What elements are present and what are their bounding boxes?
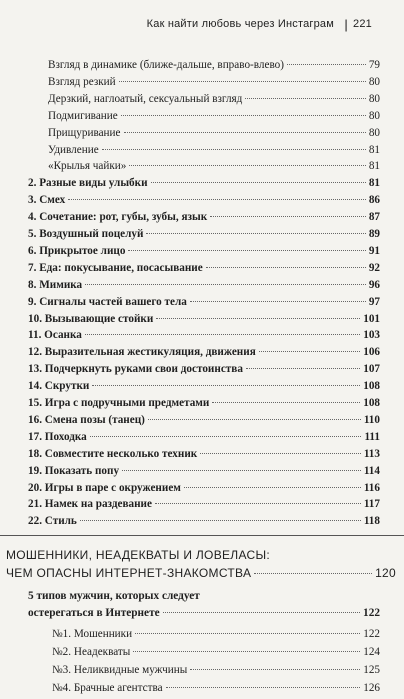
toc-row (0, 191, 404, 209)
toc-row (0, 90, 404, 108)
dot-leader (246, 368, 360, 369)
sub-item-page: 124 (363, 646, 380, 658)
dot-leader (146, 233, 365, 234)
toc-entry-page: 79 (368, 59, 380, 71)
toc-row (0, 428, 404, 446)
dot-leader (124, 132, 366, 133)
toc-entry-text: 2. Разные виды улыбки (28, 177, 148, 190)
toc-entry-page: 114 (363, 464, 380, 477)
dot-leader (163, 612, 360, 613)
dot-leader (102, 149, 366, 150)
toc-entry-page: 91 (368, 244, 380, 257)
toc-entry-page: 92 (368, 261, 380, 274)
dot-leader (119, 81, 366, 82)
dot-leader (85, 284, 366, 285)
toc-entry-page: 87 (368, 211, 380, 224)
section-divider (0, 534, 404, 536)
toc-row (0, 141, 404, 159)
toc-entry-text: 9. Сигналы частей вашего тела (28, 295, 187, 308)
toc-row (0, 107, 404, 125)
dot-leader (206, 267, 366, 268)
dot-leader (245, 98, 365, 99)
toc-entry-text: 11. Осанка (28, 329, 82, 342)
toc-row (0, 124, 404, 142)
toc-entry-page: 117 (363, 498, 380, 511)
toc-row (0, 360, 404, 378)
toc-entry-page: 96 (368, 278, 380, 291)
header-separator: | (344, 17, 348, 32)
toc-entry-page: 111 (364, 430, 380, 443)
sub-item-page: 125 (363, 664, 380, 676)
sub-item-row (0, 679, 404, 697)
toc-entry-text: Взгляд в динамике (ближе-дальше, вправо-влево) (48, 59, 284, 71)
toc-entry-text: 10. Вызывающие стойки (28, 312, 154, 325)
dot-leader (92, 385, 360, 386)
sub-item-page: 122 (363, 628, 380, 640)
toc-entry-page: 80 (368, 92, 380, 105)
sub-item-text: №2. Неадекваты (52, 646, 131, 658)
toc-row (0, 326, 404, 344)
toc-entry-page: 80 (368, 109, 380, 122)
toc-entry-page: 81 (368, 177, 380, 190)
toc-entry-text: Удивление (48, 143, 99, 156)
toc-entry-page: 81 (368, 160, 380, 173)
dot-leader (128, 250, 365, 251)
sub-item-row (0, 625, 404, 643)
block-page: 122 (363, 607, 380, 619)
dot-leader (80, 520, 361, 521)
dot-leader (135, 633, 360, 634)
toc-entry-text: 18. Совместите несколько техник (28, 447, 198, 460)
sub-item-page: 126 (363, 682, 380, 694)
toc-row (0, 394, 404, 412)
dot-leader (155, 503, 361, 504)
toc-row (0, 56, 404, 74)
toc-entry-text: 20. Игры в паре с окружением (28, 481, 181, 494)
toc-row (0, 208, 404, 226)
toc-entry-text: 8. Мимика (28, 278, 83, 291)
toc-entry-text: 6. Прикрытое лицо (28, 244, 126, 257)
toc-entry-page: 108 (363, 380, 380, 393)
toc-entry-page: 107 (363, 363, 380, 376)
toc-row (0, 242, 404, 260)
toc-entry-page: 116 (363, 481, 380, 494)
dot-leader (212, 402, 360, 403)
toc-row (0, 73, 404, 91)
toc-entry-page: 80 (368, 75, 380, 88)
toc-entry-page: 97 (368, 295, 380, 308)
block-title-line-1 (28, 590, 380, 602)
toc-entry-text: 15. Игра с подручными предметами (28, 397, 210, 409)
toc-row (0, 411, 404, 429)
toc-entry-text: Дерзкий, наглоатый, сексуальный взгляд (48, 92, 243, 105)
toc-entry-text: 4. Сочетание: рот, губы, зубы, язык (28, 211, 208, 224)
toc-entry-text: 17. Походка (28, 430, 87, 443)
sub-item-text: №3. Неликвидные мужчины (52, 664, 188, 676)
dot-leader (184, 487, 361, 488)
toc-entry-page: 101 (363, 312, 380, 325)
toc-entry-page: 81 (368, 143, 380, 156)
sub-item-row (0, 661, 404, 679)
dot-leader (148, 419, 361, 420)
sub-item-text: №1. Мошенники (52, 628, 133, 640)
toc-entry-text: 14. Скрутки (28, 380, 90, 393)
dot-leader (210, 216, 366, 217)
toc-row (0, 343, 404, 361)
sub-item-row (0, 643, 404, 661)
block-title-text-2: остерегаться в Интернете (28, 607, 160, 619)
toc-row (0, 259, 404, 277)
toc-entry-text: 21. Намек на раздевание (28, 498, 152, 511)
toc-entry-page: 108 (363, 397, 380, 409)
toc-row (0, 276, 404, 294)
toc-row (0, 225, 404, 243)
toc-entry-text: 3. Смех (28, 194, 66, 207)
toc-row (0, 293, 404, 311)
toc-row (0, 512, 404, 530)
toc-entry-text: 5. Воздушный поцелуй (28, 228, 144, 240)
dot-leader (156, 318, 360, 319)
section-page: 120 (375, 566, 396, 580)
running-header (0, 18, 404, 40)
toc-entry-page: 113 (363, 447, 380, 460)
dot-leader (133, 651, 360, 652)
toc-entry-page: 110 (363, 413, 380, 426)
dot-leader (151, 182, 366, 183)
toc-entry-text: 12. Выразительная жестикуляция, движения (28, 346, 256, 359)
block-title-line-2 (28, 607, 380, 619)
section-title-line-1 (6, 548, 396, 562)
section-title-text-1: МОШЕННИКИ, НЕАДЕКВАТЫ И ЛОВЕЛАСЫ: (6, 548, 271, 562)
toc-entry-page: 86 (368, 194, 380, 207)
dot-leader (287, 64, 366, 65)
toc-row (0, 445, 404, 463)
section-title-line-2 (6, 566, 396, 580)
dot-leader (122, 470, 361, 471)
toc-entry-text: Подмигивание (48, 109, 118, 122)
dot-leader (190, 301, 366, 302)
toc-entry-page: 89 (368, 228, 380, 240)
section-title-text-2: ЧЕМ ОПАСНЫ ИНТЕРНЕТ-ЗНАКОМСТВА (6, 566, 252, 580)
dot-leader (85, 334, 360, 335)
toc-entry-page: 118 (363, 515, 380, 528)
sub-item-text: №4. Брачные агентства (52, 682, 163, 694)
dot-leader (68, 199, 366, 200)
toc-entry-text: 7. Еда: покусывание, посасывание (28, 261, 203, 274)
toc-entry-text: 19. Показать попу (28, 464, 120, 477)
toc-row (0, 462, 404, 480)
toc-row (0, 174, 404, 192)
book-title: Как найти любовь через Инстаграм (146, 18, 334, 30)
toc-entry-text: 22. Стиль (28, 515, 77, 528)
block-title-text-1: 5 типов мужчин, которых следует (28, 590, 200, 602)
toc-row (0, 310, 404, 328)
dot-leader (259, 351, 360, 352)
dot-leader (129, 165, 365, 166)
toc-entry-text: 16. Смена позы (танец) (28, 413, 145, 426)
toc-entry-text: 13. Подчеркнуть руками свои достоинства (28, 363, 243, 376)
toc-entry-page: 80 (368, 126, 380, 139)
dot-leader (254, 573, 372, 574)
page-number: 221 (353, 18, 372, 30)
toc-entry-page: 103 (363, 329, 380, 342)
toc-entry-text: Прищуривание (48, 126, 121, 139)
toc-entry-page: 106 (363, 346, 380, 359)
dot-leader (90, 436, 362, 437)
toc-entry-text: «Крылья чайки» (48, 160, 127, 173)
dot-leader (121, 115, 366, 116)
toc-row (0, 377, 404, 395)
toc-row (0, 157, 404, 175)
dot-leader (200, 453, 361, 454)
dot-leader (190, 669, 360, 670)
dot-leader (166, 687, 361, 688)
toc-entry-text: Взгляд резкий (48, 75, 116, 88)
toc-row (0, 479, 404, 497)
toc-row (0, 495, 404, 513)
